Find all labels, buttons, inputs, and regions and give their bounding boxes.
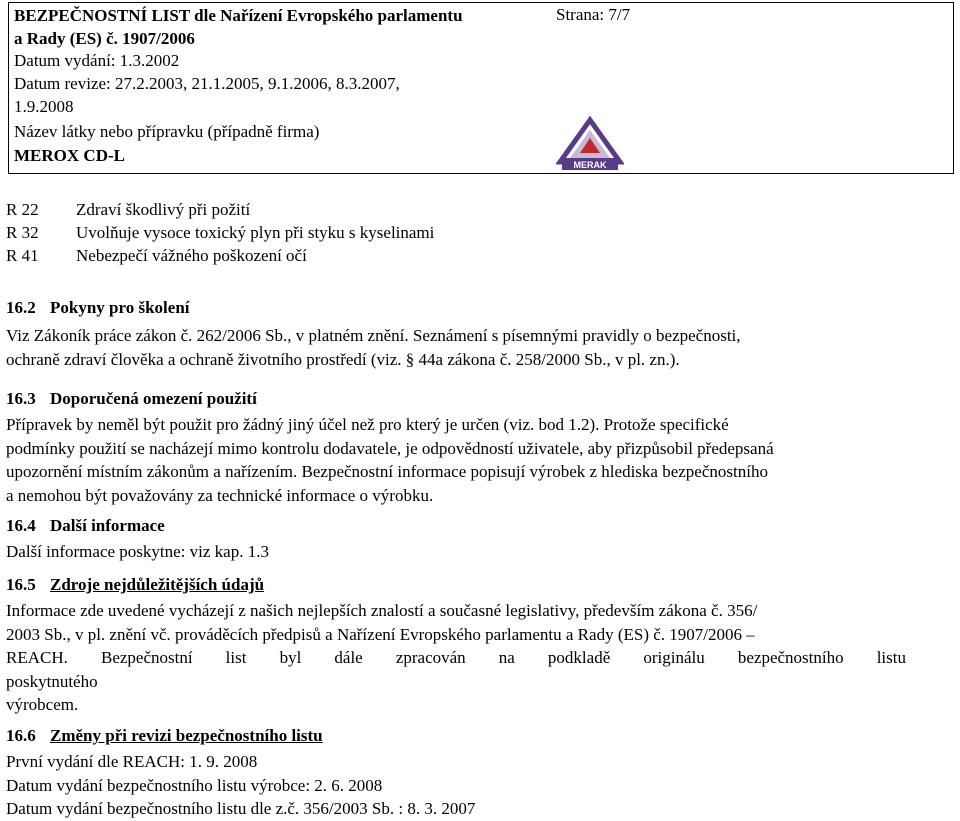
section-16-2-heading — [6, 298, 190, 318]
r-phrase-text: Nebezpečí vážného poškození očí — [76, 246, 307, 265]
section-16-6-body — [6, 750, 906, 821]
text-line: a nemohou být považovány za technické informace o výrobku. — [6, 485, 434, 505]
text-line: 2003 Sb., v pl. znění vč. prováděcích předpisů a Nařízení Evropského parlamentu a Rady (ES) č. 1907/2006 – — [6, 624, 755, 644]
r-phrase-text: Uvolňuje vysoce toxický plyn při styku s kyselinami — [76, 223, 435, 242]
text-line: Datum vydání bezpečnostního listu dle z.č. 356/2003 Sb. : 8. 3. 2007 — [6, 799, 476, 818]
section-number: 16.6 — [6, 726, 36, 745]
revision-dates-line2: 1.9.2008 — [14, 97, 74, 116]
logo-text: MERAK — [573, 160, 607, 170]
text-line: Další informace poskytne: viz kap. 1.3 — [6, 542, 269, 561]
text-line: Datum vydání bezpečnostního listu výrobce: 2. 6. 2008 — [6, 775, 383, 795]
section-16-5-heading — [6, 575, 264, 595]
header-title-line2: a Rady (ES) č. 1907/2006 — [14, 29, 195, 48]
r-phrase-code: R 41 — [6, 246, 39, 265]
text-line: Přípravek by neměl být použit pro žádný jiný účel než pro který je určen (viz. bod 1.2). Protože specifické — [6, 415, 729, 434]
merak-logo-icon — [556, 116, 624, 172]
text-line: Viz Zákoník práce zákon č. 262/2006 Sb., v platném znění. Seznámení s písemnými pravidly o bezpečnosti, — [6, 326, 741, 345]
page-number: Strana: 7/7 — [556, 5, 631, 24]
section-number: 16.5 — [6, 575, 36, 594]
revision-dates-line1: Datum revize: 27.2.2003, 21.1.2005, 9.1.2006, 8.3.2007, — [14, 74, 400, 93]
section-16-2-body — [6, 324, 906, 371]
section-16-6-heading — [6, 726, 323, 746]
section-title: Změny při revizi bezpečnostního listu — [50, 726, 323, 745]
text-line: Informace zde uvedené vycházejí z našich nejlepších znalostí a současné legislativy, především zákona č. 356/ — [6, 601, 758, 620]
text-line: První vydání dle REACH: 1. 9. 2008 — [6, 752, 258, 771]
issue-date: Datum vydání: 1.3.2002 — [14, 51, 180, 70]
text-line: ochraně zdraví člověka a ochraně životního prostředí (viz. § 44a zákona č. 258/2000 Sb., v pl. zn.). — [6, 349, 680, 369]
text-line: podmínky použití se nacházejí mimo kontrolu dodavatele, je odpovědností uživatele, aby přizpůsobil předepsaná — [6, 438, 774, 458]
section-title: Pokyny pro školení — [50, 298, 190, 317]
section-16-3-body — [6, 413, 906, 507]
substance-label: Název látky nebo přípravku (případně firma) — [14, 122, 320, 141]
section-number: 16.4 — [6, 516, 36, 535]
r-phrase-code: R 32 — [6, 223, 39, 242]
section-16-5-body — [6, 599, 906, 717]
r-phrase-code: R 22 — [6, 200, 39, 219]
text-line: poskytnutého — [6, 671, 98, 691]
section-title: Další informace — [50, 516, 165, 535]
section-number: 16.3 — [6, 389, 36, 408]
text-line: výrobcem. — [6, 695, 79, 714]
text-line: upozornění místním zákonům a nařízením. Bezpečnostní informace popisují výrobek z hlediska bezpečnostního — [6, 462, 768, 481]
section-16-4-heading — [6, 516, 165, 536]
section-16-3-heading — [6, 389, 257, 409]
section-16-4-body — [6, 540, 906, 564]
product-name: MEROX CD-L — [14, 146, 125, 165]
header-title-line1: BEZPEČNOSTNÍ LIST dle Nařízení Evropského parlamentu — [14, 6, 463, 25]
section-number: 16.2 — [6, 298, 36, 317]
r-phrase-text: Zdraví škodlivý při požití — [76, 200, 251, 219]
section-title: Zdroje nejdůležitějších údajů — [50, 575, 265, 594]
text-line: REACH. Bezpečnostní list byl dále zpracován na podkladě originálu bezpečnostního listu — [6, 648, 906, 667]
section-title: Doporučená omezení použití — [50, 389, 257, 408]
